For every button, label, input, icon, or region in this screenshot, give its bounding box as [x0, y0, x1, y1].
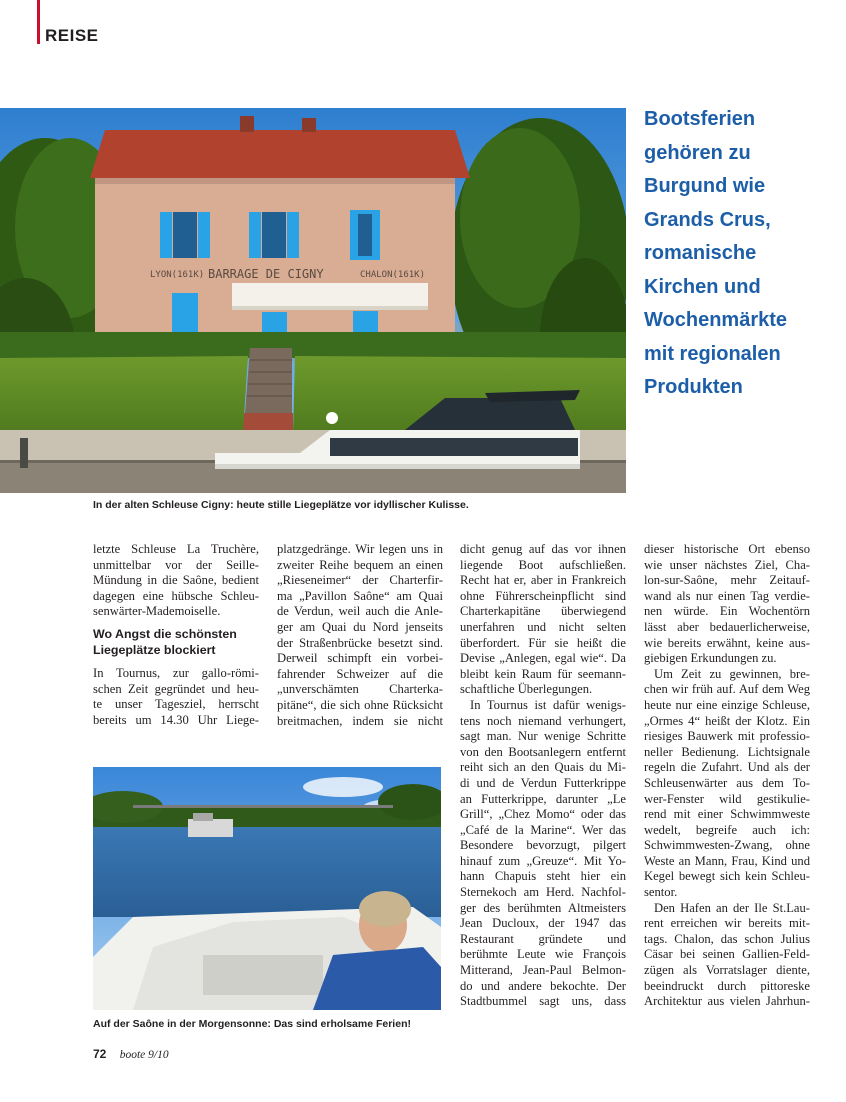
- text-line: In Tournus ist dafür wenigs-: [470, 697, 626, 712]
- text-line: wedelt, begreife auch ich:: [644, 822, 810, 837]
- text-line: bereits um 14.30 Uhr Liege-: [93, 712, 259, 727]
- pull-quote-line: mit regionalen: [644, 342, 781, 365]
- text-line: wer-Fenster wild gestikulie-: [644, 791, 810, 806]
- text-line: bleibt kein Raum für seemann-: [460, 666, 626, 681]
- text-line: ma „Pavillon Saône“ am Quai: [277, 588, 443, 603]
- text-line: In Tournus, zur gallo-römi-: [93, 665, 259, 680]
- text-line: tags. Chalon, das schon Julius: [644, 931, 810, 946]
- text-line: der Straßenbrücke besetzt sind.: [277, 635, 443, 650]
- text-line: Restaurant gründete und: [460, 931, 626, 946]
- pull-quote-line: Kirchen und: [644, 275, 761, 298]
- text-line: di und de Verdun Futterkrippe: [460, 775, 626, 790]
- text-line: unerfahren und nicht selten: [460, 619, 626, 634]
- pull-quote-line: romanische: [644, 242, 757, 264]
- text-line: Mitterand, Jean-Paul Belmon-: [460, 963, 626, 978]
- text-line: wand als nur einen Tag verdie-: [644, 588, 810, 603]
- text-line: breitmachen, indem sie nicht: [277, 713, 443, 728]
- text-line: riesiges Bauwerk mit professio-: [644, 729, 810, 744]
- text-line: schen Zeit gegründet und heu-: [93, 681, 259, 696]
- text-line: do und andere bekochte. Der: [460, 978, 626, 993]
- pull-quote: [644, 103, 834, 405]
- text-line: lässt aber bedauerlicherweise,: [644, 619, 810, 634]
- text-line: rend mit einer Schwimmweste: [644, 807, 810, 822]
- pull-quote-line: Bootsferien: [644, 108, 756, 130]
- page-number: 72: [93, 1047, 107, 1061]
- text-line: Charterkapitäne überwiegend: [460, 604, 626, 619]
- text-line: senwärter-Mademoiselle.: [93, 604, 221, 619]
- pull-quote-line: Grands Crus,: [644, 208, 771, 231]
- text-line: hann Chapuis steht hier ein: [460, 869, 626, 884]
- text-line: beeindruckt durch pittoreske: [644, 978, 810, 993]
- text-line: regeln die Zufahrt. Und als der: [644, 760, 810, 775]
- text-line: Mündung in die Saône, bedient: [93, 573, 259, 588]
- text-line: chen wir früh auf. Auf dem Weg: [644, 682, 810, 697]
- text-line: sagt man. Nur wenige Schritte: [460, 729, 626, 744]
- text-line: heute nur eine einzige Schleuse,: [644, 697, 810, 712]
- hero-sign-main: BARRAGE DE CIGNY: [208, 267, 324, 281]
- text-line: „unverschämten Charterka-: [277, 682, 443, 697]
- text-line: ohne Führerscheinpflicht sind: [460, 588, 626, 603]
- text-line: Derweil schimpft ein vorbei-: [277, 651, 443, 666]
- text-line: Schwimmwesten-Zwang, ohne: [644, 838, 810, 853]
- text-line: Stadtbummel sagt uns, dass: [460, 994, 626, 1009]
- text-line: hinauf zum „Greuze“. Mit Yo-: [460, 853, 626, 868]
- text-line: sentor.: [644, 885, 678, 900]
- text-line: schaftliche Überlegungen.: [460, 682, 593, 697]
- pull-quote-line: gehören zu: [644, 141, 751, 164]
- text-line: lon-sur-Saône, mehr Zeitauf-: [644, 573, 810, 588]
- text-line: fahrender Schweizer auf die: [277, 666, 443, 681]
- text-line: ger am Quai du Nord jenseits: [277, 619, 443, 634]
- text-line: berühmte Leute wie François: [460, 947, 626, 962]
- text-line: Besondere bevorzugt, pilgert: [460, 838, 626, 853]
- text-column-1: [93, 542, 259, 728]
- text-line: Architektur aus vielen Jahrhun-: [644, 994, 810, 1009]
- text-line: tens noch niemand verhungert,: [460, 713, 626, 728]
- text-line: dieser historische Ort ebenso: [644, 542, 810, 556]
- text-line: an Futterkrippe, darunter „Le: [460, 791, 626, 806]
- text-line: letzte Schleuse La Truchère,: [93, 542, 259, 556]
- text-line: wie unser nächstes Ziel, Cha-: [644, 557, 810, 572]
- text-line: wie bereits erwähnt, keine aus-: [644, 635, 810, 650]
- text-column-2: [277, 542, 443, 729]
- text-line: Den Hafen an der Ile St.Lau-: [654, 900, 810, 915]
- text-line: Kegel bewegt sich kein Schleu-: [644, 869, 810, 884]
- section-marker: [37, 0, 40, 44]
- text-line: „Ormes 4“ heißt der Klotz. Ein: [644, 713, 810, 728]
- text-line: pitäne“, die sich ohne Rücksicht: [277, 697, 443, 712]
- text-line: rent erreichen wir bereits mit-: [644, 916, 810, 931]
- text-line: Recht hat er, aber in Frankreich: [460, 573, 626, 588]
- hero-sign-right: CHALON(161K): [360, 270, 426, 280]
- text-line: „Café de la Marine“. Wer das: [460, 822, 626, 837]
- text-line: von den Bootsanlegern entfernt: [460, 744, 626, 759]
- text-line: nen würde. Ein Wochentörn: [644, 604, 810, 619]
- photo2-caption: Auf der Saône in der Morgensonne: Das sind erholsame Ferien!: [93, 1018, 411, 1030]
- text-column-4: [644, 542, 810, 1010]
- text-line: „Rieseneimer“ der Charterfir-: [277, 573, 443, 588]
- text-line: reiht sich an den Quais du Mi-: [460, 760, 626, 775]
- text-line: zweiter Reihe bequem an einen: [277, 557, 443, 572]
- text-line: dicht genug auf das vor ihnen: [460, 542, 626, 556]
- text-column-3: [460, 542, 626, 1010]
- text-line: Grill“, „Chez Momo“ oder das: [460, 807, 626, 822]
- text-line: Jean Ducloux, der 1947 das: [460, 916, 626, 931]
- text-line: giebigen Erkundungen zu.: [644, 651, 777, 666]
- magazine-issue: boote 9/10: [119, 1049, 169, 1061]
- text-line: Schleusenwärter aus dem To-: [644, 775, 810, 790]
- text-line: unmittelbar vor der Seille-: [93, 557, 259, 572]
- text-line: Um Zeit zu gewinnen, bre-: [654, 666, 810, 681]
- subheading: Wo Angst die schönsten: [93, 626, 237, 641]
- text-line: Devise „Anlegen, egal wie“. Da: [460, 651, 626, 666]
- text-line: Sternekoch am Herd. Nachfol-: [460, 885, 626, 900]
- hero-caption: In der alten Schleuse Cigny: heute stille Liegeplätze vor idyllischer Kulisse.: [93, 499, 469, 511]
- text-line: Weste an Mann, Frau, Kind und: [644, 853, 810, 868]
- text-line: überfordert. Für sie heißt die: [460, 635, 626, 650]
- text-line: zügen als Vorratslager diente,: [644, 963, 810, 978]
- section-label: REISE: [45, 26, 99, 45]
- text-line: platzgedränge. Wir legen uns in: [277, 542, 443, 556]
- text-line: de Verdun, weil auch die Anle-: [277, 604, 443, 619]
- text-line: ger des berühmten Altmeisters: [460, 900, 626, 915]
- subheading: Liegeplätze blockiert: [93, 642, 216, 657]
- text-line: dagegen eine hübsche Schleu-: [93, 588, 259, 603]
- hero-sign-left: LYON(161K): [150, 270, 205, 280]
- saone-photo: [93, 767, 441, 1010]
- text-line: neller Bedienung. Lichtsignale: [644, 744, 810, 759]
- hero-photo: [0, 108, 626, 493]
- text-line: Cäsar bei seinen Gallien-Feld-: [644, 947, 810, 962]
- pull-quote-line: Burgund wie: [644, 175, 766, 197]
- text-line: te unser Tagesziel, herrscht: [93, 697, 259, 712]
- pull-quote-line: Produkten: [644, 376, 743, 398]
- page-footer: [93, 1047, 169, 1061]
- text-line: liegende Boot aufschließen.: [460, 557, 626, 572]
- pull-quote-line: Wochenmärkte: [644, 309, 788, 331]
